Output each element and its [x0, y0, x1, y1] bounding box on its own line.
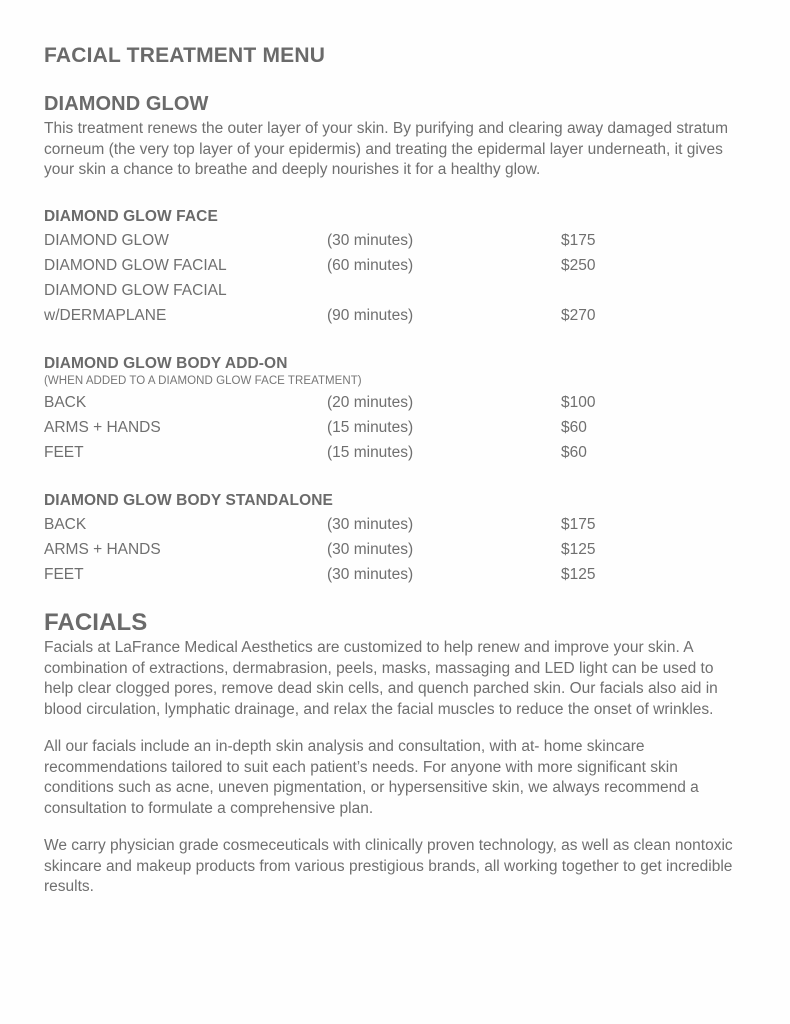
treatment-name: ARMS + HANDS	[44, 418, 161, 436]
diamond-glow-heading: DIAMOND GLOW	[44, 93, 209, 116]
price-row	[44, 278, 746, 303]
price-rows	[44, 228, 746, 328]
treatment-name: DIAMOND GLOW	[44, 231, 169, 249]
price-group-heading: DIAMOND GLOW BODY STANDALONE	[44, 491, 333, 509]
page-title: FACIAL TREATMENT MENU	[44, 44, 326, 67]
facials-heading: FACIALS	[44, 608, 148, 636]
treatment-duration: (15 minutes)	[327, 418, 414, 436]
treatment-name: ARMS + HANDS	[44, 540, 161, 558]
facials-section	[44, 609, 746, 898]
treatment-price: $125	[561, 540, 596, 558]
treatment-name: DIAMOND GLOW FACIAL	[44, 256, 227, 274]
price-group	[44, 491, 746, 587]
treatment-price: $60	[561, 443, 587, 461]
treatment-name: FEET	[44, 443, 84, 461]
treatment-price: $270	[561, 306, 596, 324]
treatment-name: w/DERMAPLANE	[44, 306, 167, 324]
price-group-note: (WHEN ADDED TO A DIAMOND GLOW FACE TREATMENT)	[44, 374, 362, 387]
price-groups	[44, 207, 746, 587]
treatment-name: BACK	[44, 515, 87, 533]
price-group	[44, 207, 746, 328]
treatment-duration: (60 minutes)	[327, 256, 414, 274]
price-row	[44, 537, 746, 562]
price-row	[44, 512, 746, 537]
facials-paragraph: We carry physician grade cosmeceuticals with clinically proven technology, as well as clean nontoxic skincare and makeup products from various prestigious brands, all working together to get incredible results.	[44, 837, 733, 896]
facials-paragraph: All our facials include an in-depth skin analysis and consultation, with at- home skincare recommendations tailored to suit each patient’s needs. For anyone with more significant skin conditions such as acne, uneven pigmentation, or hypersensitive skin, we always recommend a consultation to formulate a comprehensive plan.	[44, 738, 699, 817]
treatment-duration: (20 minutes)	[327, 393, 414, 411]
treatment-name: BACK	[44, 393, 87, 411]
treatment-price: $60	[561, 418, 587, 436]
diamond-glow-section	[44, 93, 746, 587]
price-row	[44, 253, 746, 278]
treatment-name: DIAMOND GLOW FACIAL	[44, 281, 227, 299]
price-row	[44, 303, 746, 328]
price-rows	[44, 390, 746, 465]
price-row	[44, 415, 746, 440]
treatment-duration: (30 minutes)	[327, 515, 414, 533]
price-group	[44, 354, 746, 465]
treatment-duration: (30 minutes)	[327, 231, 414, 249]
treatment-duration: (90 minutes)	[327, 306, 414, 324]
price-row	[44, 390, 746, 415]
treatment-price: $175	[561, 515, 596, 533]
treatment-price: $250	[561, 256, 596, 274]
treatment-duration: (30 minutes)	[327, 540, 414, 558]
treatment-price: $125	[561, 565, 596, 583]
treatment-name: FEET	[44, 565, 84, 583]
treatment-price: $100	[561, 393, 596, 411]
price-row	[44, 228, 746, 253]
treatment-price: $175	[561, 231, 596, 249]
treatment-duration: (30 minutes)	[327, 565, 414, 583]
facials-paragraphs	[44, 638, 746, 898]
treatment-duration: (15 minutes)	[327, 443, 414, 461]
price-group-heading: DIAMOND GLOW BODY ADD-ON	[44, 354, 288, 372]
diamond-glow-intro-paragraph: This treatment renews the outer layer of your skin. By purifying and clearing away damaged stratum corneum (the very top layer of your epidermis) and treating the epidermal layer underneath, it gives your skin a chance to breathe and deeply nourishes it for a healthy glow.	[44, 120, 729, 179]
price-rows	[44, 512, 746, 587]
facials-paragraph: Facials at LaFrance Medical Aesthetics are customized to help renew and improve your skin. A combination of extractions, dermabrasion, peels, masks, massaging and LED light can be used to help clear clogged pores, remove dead skin cells, and quench parched skin. Our facials also aid in blood circulation, lymphatic drainage, and relax the facial muscles to reduce the onset of wrinkles.	[44, 639, 718, 718]
price-row	[44, 440, 746, 465]
price-row	[44, 562, 746, 587]
price-group-heading: DIAMOND GLOW FACE	[44, 207, 218, 225]
